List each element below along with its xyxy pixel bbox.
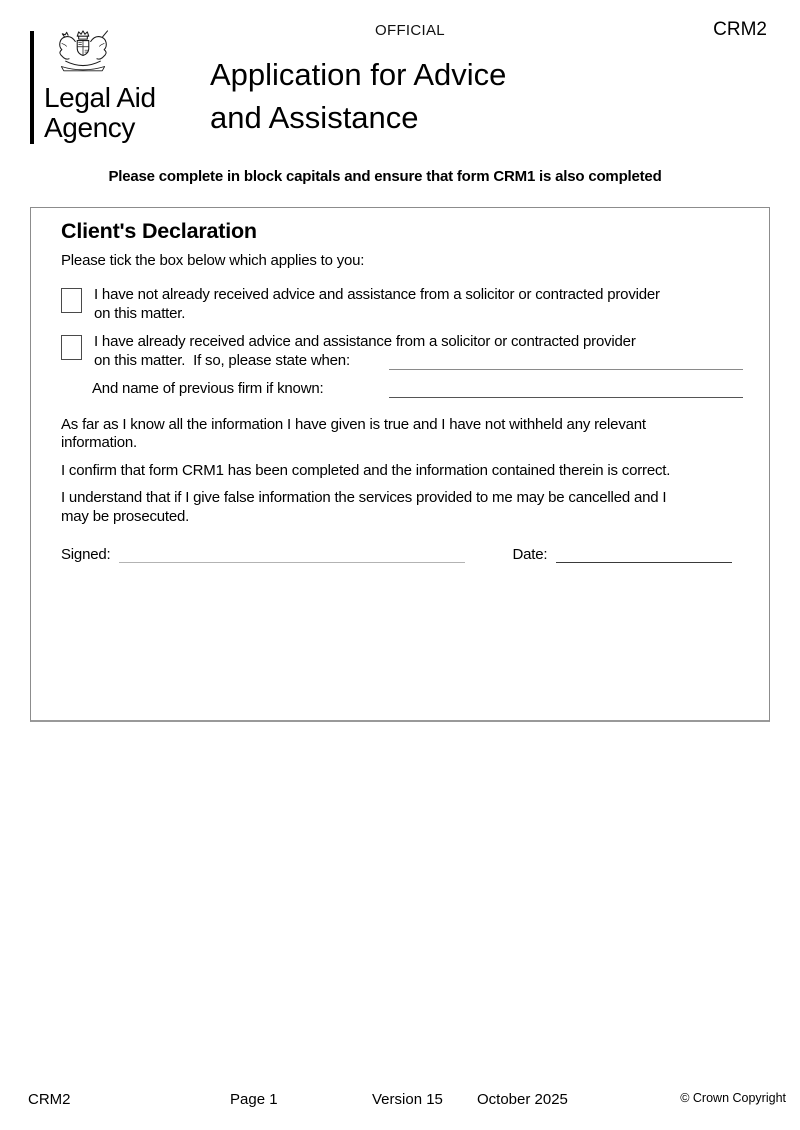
form-title — [210, 53, 506, 139]
footer-page-number: Page 1 — [230, 1091, 278, 1108]
option-already-received — [61, 333, 743, 370]
block-capitals-instruction: Please complete in block capitals and ensure that form CRM1 is also completed — [108, 168, 662, 185]
legal-aid-agency-logo — [30, 29, 210, 142]
signature-row — [61, 545, 743, 563]
signed-label: Signed: — [61, 546, 111, 563]
date-input-line[interactable] — [556, 545, 732, 563]
statement-line: information. — [61, 434, 137, 451]
option-text-line: on this matter. If so, please state when: — [94, 351, 350, 369]
signature-input-line[interactable] — [119, 545, 465, 563]
state-when-input-line[interactable] — [389, 369, 743, 370]
option-not-already-received — [61, 286, 743, 323]
option-text-line: I have already received advice and assistance from a solicitor or contracted provider — [94, 333, 636, 350]
page-footer — [0, 1091, 800, 1113]
already-received-checkbox[interactable] — [61, 335, 82, 360]
section-heading: Client's Declaration — [61, 219, 257, 243]
previous-firm-row — [61, 380, 743, 399]
statement-line: As far as I know all the information I have given is true and I have not withheld any relevant — [61, 415, 646, 433]
footer-date: October 2025 — [477, 1091, 568, 1108]
statement-line: I confirm that form CRM1 has been completed and the information contained therein is correct. — [61, 461, 671, 479]
logo-text-legal-aid: Legal Aid — [44, 82, 156, 113]
statement-line: may be prosecuted. — [61, 507, 190, 525]
statement-crm1-confirmed — [61, 462, 743, 481]
footer-form-code: CRM2 — [28, 1091, 71, 1108]
option-text-line: I have not already received advice and assistance from a solicitor or contracted provider — [94, 286, 660, 303]
date-label: Date: — [512, 546, 548, 563]
option-text-line: on this matter. — [94, 304, 186, 322]
client-declaration-section — [30, 207, 770, 722]
footer-copyright: © Crown Copyright — [680, 1091, 786, 1105]
logo-vertical-bar — [30, 31, 34, 144]
form-code-header: CRM2 — [713, 19, 767, 40]
royal-coat-of-arms-icon — [52, 29, 114, 79]
tick-box-instruction: Please tick the box below which applies to you: — [61, 252, 365, 269]
not-already-received-checkbox[interactable] — [61, 288, 82, 313]
form-title-line2: and Assistance — [210, 100, 419, 135]
previous-firm-label: And name of previous firm if known: — [92, 380, 324, 397]
statement-line: I understand that if I give false information the services provided to me may be cancelled and I — [61, 489, 667, 506]
statement-information-true — [61, 416, 743, 453]
statement-false-information — [61, 489, 743, 526]
footer-version: Version 15 — [372, 1091, 443, 1108]
form-title-line1: Application for Advice — [210, 57, 507, 92]
previous-firm-input-line[interactable] — [389, 397, 743, 398]
official-classification-banner: OFFICIAL — [375, 22, 445, 39]
logo-text-agency: Agency — [44, 111, 135, 143]
